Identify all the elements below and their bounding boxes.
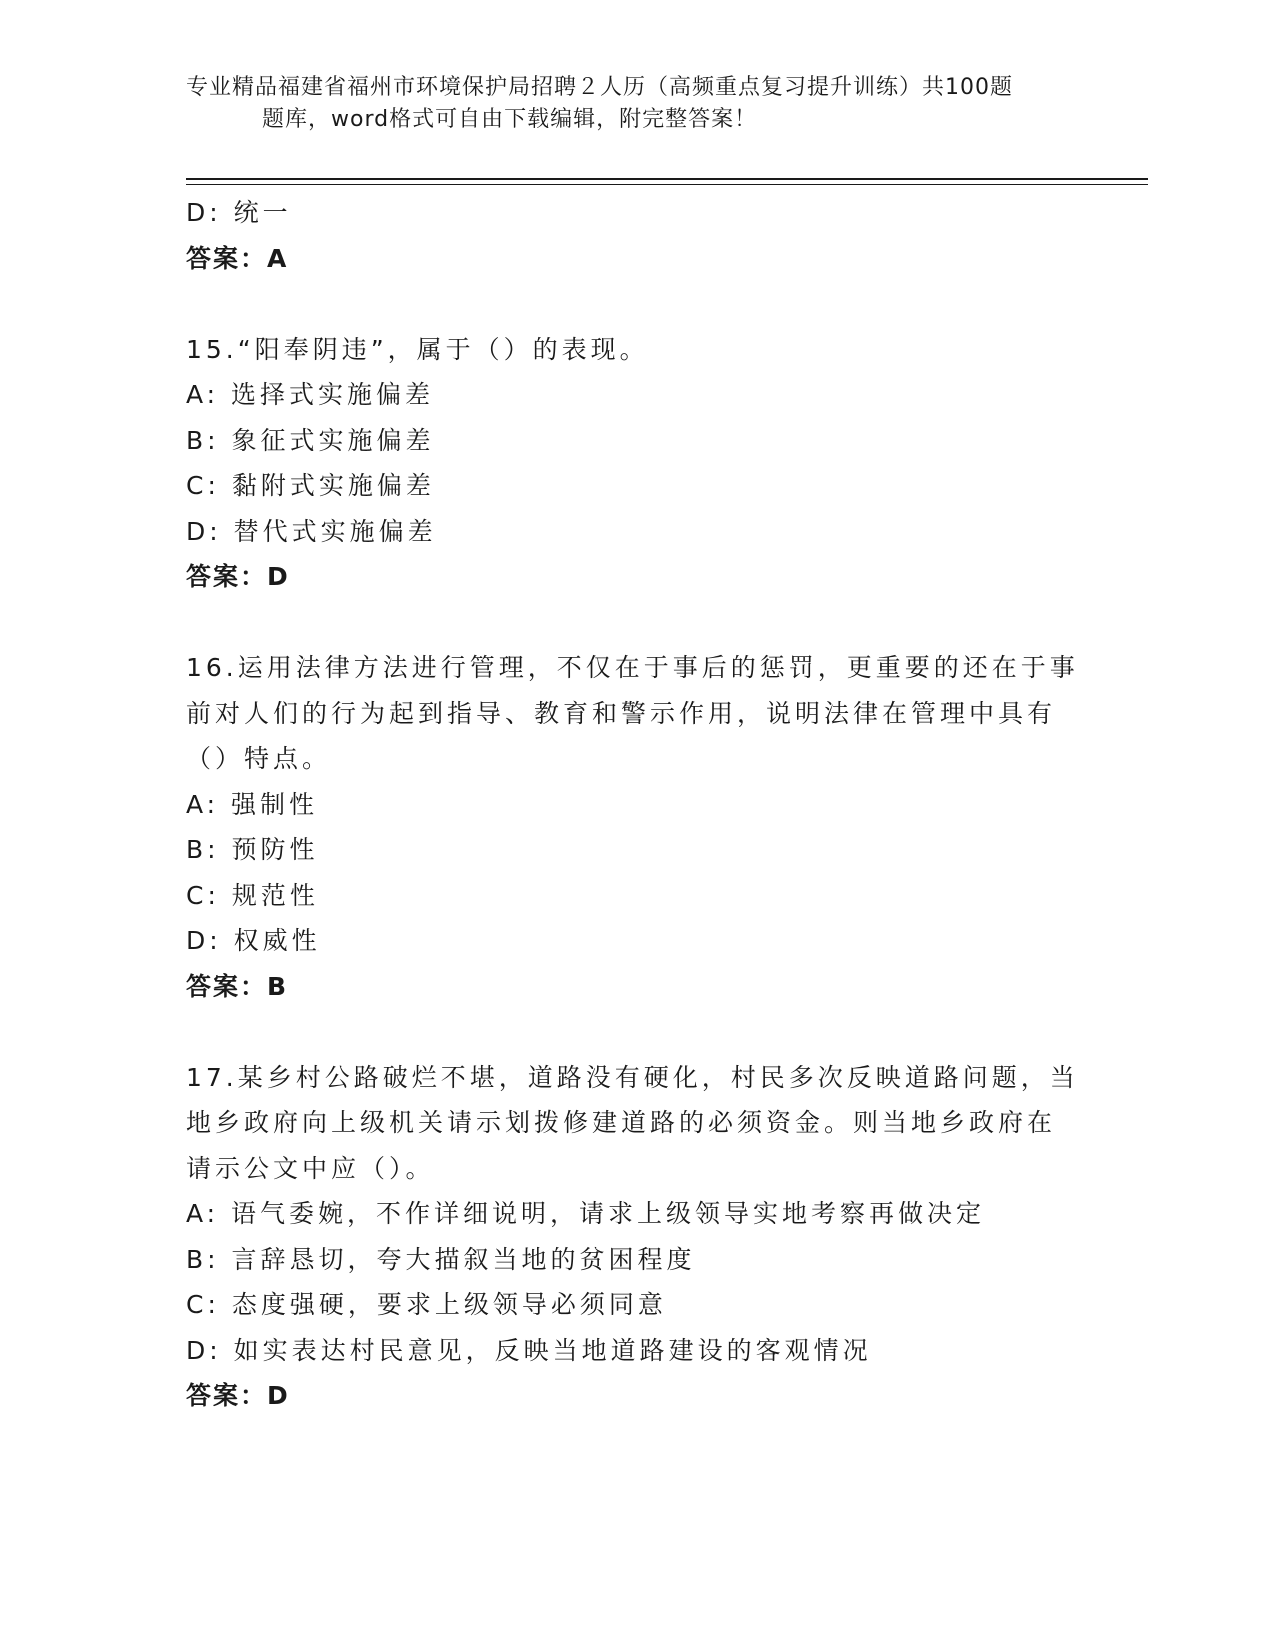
question-stem-line-2: 地乡政府向上级机关请示划拨修建道路的必须资金。则当地乡政府在 [186,1108,1057,1137]
option-b: B: 象征式实施偏差 [186,425,435,455]
option-c: C: 规范性 [186,880,319,910]
prev-question-tail [186,190,1086,281]
spacer [186,1009,1086,1055]
question-content [186,190,1086,1419]
question-15 [186,327,1086,600]
option-c: C: 黏附式实施偏差 [186,471,435,500]
question-stem-line-2: 前对人们的行为起到指导、教育和警示作用，说明法律在管理中具有 [186,698,1057,728]
option-a: A: 强制性 [186,789,319,819]
question-stem-line-1: 17.某乡村公路破烂不堪，道路没有硬化，村民多次反映道路问题，当 [186,1062,1079,1092]
option-d: D: 如实表达村民意见，反映当地道路建设的客观情况 [186,1335,872,1365]
option-d: D: 权威性 [186,926,321,955]
option-a: A: 语气委婉，不作详细说明，请求上级领导实地考察再做决定 [186,1199,986,1228]
spacer [186,281,1086,327]
question-stem-line-3: （）特点。 [186,744,332,773]
option-d: D: 替代式实施偏差 [186,516,437,546]
option-a: A: 选择式实施偏差 [186,380,435,409]
answer-line: 答案：D [186,1381,290,1410]
question-stem-line-1: 16.运用法律方法进行管理，不仅在于事后的惩罚，更重要的还在于事 [186,653,1079,682]
question-16 [186,645,1086,1009]
answer-line: 答案：B [186,971,289,1001]
document-header [186,72,1086,136]
option-b: B: 预防性 [186,835,319,864]
question-17 [186,1055,1086,1419]
header-title-line-2: 题库，word格式可自由下载编辑，附完整答案！ [262,107,758,132]
spacer [186,600,1086,646]
option-b: B: 言辞恳切，夸大描叙当地的贫困程度 [186,1244,696,1274]
option-d: D: 统一 [186,198,292,227]
header-divider-thick [186,178,1148,180]
option-c: C: 态度强硬，要求上级领导必须同意 [186,1290,667,1319]
answer-line: 答案：D [186,562,290,591]
header-title-line-1: 专业精品福建省福州市环境保护局招聘２人历（高频重点复习提升训练）共100题 [186,75,1013,100]
question-stem-line-3: 请示公文中应（）。 [186,1153,435,1183]
header-divider-thin [186,184,1148,185]
question-stem: 15.“阳奉阴违”，属于（）的表现。 [186,334,649,364]
answer-line: 答案：A [186,243,289,273]
